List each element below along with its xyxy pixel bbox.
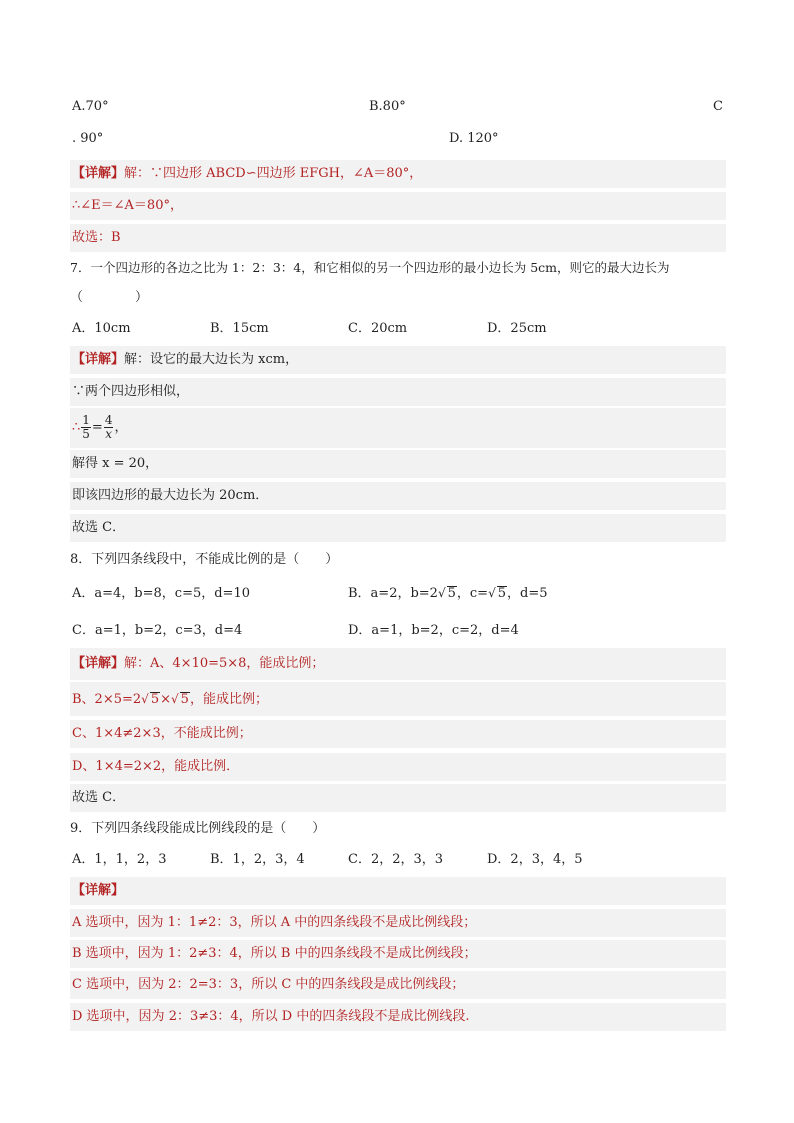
q6-option-d: D. 120° <box>449 131 499 146</box>
q7-option-d: D．25cm <box>487 321 547 336</box>
q9-detail-a: A 选项中，因为 1：1≠2：3，所以 A 中的四条线段不是成比例线段； <box>70 909 726 937</box>
q8-detail-c: C、1×4≠2×3，不能成比例； <box>70 720 726 748</box>
q9-stem: 9．下列四条线段能成比例线段的是（ ） <box>70 821 326 836</box>
q8-detail-a: 【详解】解：A、4×10=5×8，能成比例； <box>70 648 726 680</box>
q7-solve: 解得 x = 20， <box>70 450 726 478</box>
q6-detail-line1: 【详解】解：∵四边形 ABCD∽四边形 EFGH，∠A＝80°， <box>70 160 726 188</box>
q9-option-c: C．2，2，3，3 <box>348 852 444 867</box>
q7-stem: 7．一个四边形的各边之比为 1：2：3：4，和它相似的另一个四边形的最小边长为 5cm，则它的最大边长为 <box>70 260 670 275</box>
q7-detail-line1: 【详解】解：设它的最大边长为 xcm， <box>70 346 726 374</box>
q7-option-c: C．20cm <box>348 321 408 336</box>
q8-stem: 8．下列四条线段中，不能成比例的是（ ） <box>70 552 339 567</box>
q6-detail-line2: ∴∠E＝∠A＝80°， <box>70 192 726 220</box>
q8-option-a: A．a=4，b=8，c=5，d=10 <box>72 586 250 601</box>
detail-tag: 【详解】 <box>72 352 125 367</box>
q7-option-a: A．10cm <box>72 321 131 336</box>
q6-answer: 故选：B <box>70 224 726 252</box>
q7-blank: （ ） <box>70 290 149 305</box>
q8-answer: 故选 C． <box>70 784 726 812</box>
q7-detail-line2: ∵两个四边形相似， <box>70 378 726 406</box>
q8-option-b: B．a=2，b=2√ 5，c=√ 5，d=5 <box>348 586 548 601</box>
q7-answer: 故选 C． <box>70 514 726 542</box>
detail-tag: 【详解】 <box>72 656 125 671</box>
fraction-4-x: $\frac{4}{x}$ <box>104 413 113 441</box>
q9-option-a: A．1，1，2，3 <box>72 852 167 867</box>
detail-tag: 【详解】 <box>72 166 125 181</box>
q7-proportion: ∴ $\frac{1}{5}$ = $\frac{4}{x}$ ， <box>70 408 726 448</box>
q6-option-b: B.80° <box>369 99 406 114</box>
q8-detail-b: B、2×5=2√ 5×√ 5，能成比例； <box>70 682 726 716</box>
q9-option-b: B．1，2，3，4 <box>210 852 305 867</box>
q6-option-c-value: . 90° <box>72 131 104 146</box>
q9-option-d: D．2，3，4，5 <box>487 852 583 867</box>
q7-option-b: B．15cm <box>210 321 269 336</box>
q9-detail-c: C 选项中，因为 2：2=3：3，所以 C 中的四条线段是成比例线段； <box>70 971 726 999</box>
q8-option-c: C．a=1，b=2，c=3，d=4 <box>72 623 243 638</box>
q9-detail-b: B 选项中，因为 1：2≠3：4，所以 B 中的四条线段不是成比例线段； <box>70 940 726 968</box>
q6-option-a: A.70° <box>72 99 109 114</box>
q7-conclusion: 即该四边形的最大边长为 20cm． <box>70 482 726 510</box>
q8-option-d: D．a=1，b=2，c=2，d=4 <box>348 623 519 638</box>
q9-detail-tag: 【详解】 <box>70 877 726 905</box>
q9-detail-d: D 选项中，因为 2：3≠3：4，所以 D 中的四条线段不是成比例线段. <box>70 1003 726 1031</box>
q6-option-c-letter: C <box>713 99 723 114</box>
q8-detail-d: D、1×4=2×2，能成比例． <box>70 753 726 781</box>
fraction-1-5: $\frac{1}{5}$ <box>82 413 90 441</box>
